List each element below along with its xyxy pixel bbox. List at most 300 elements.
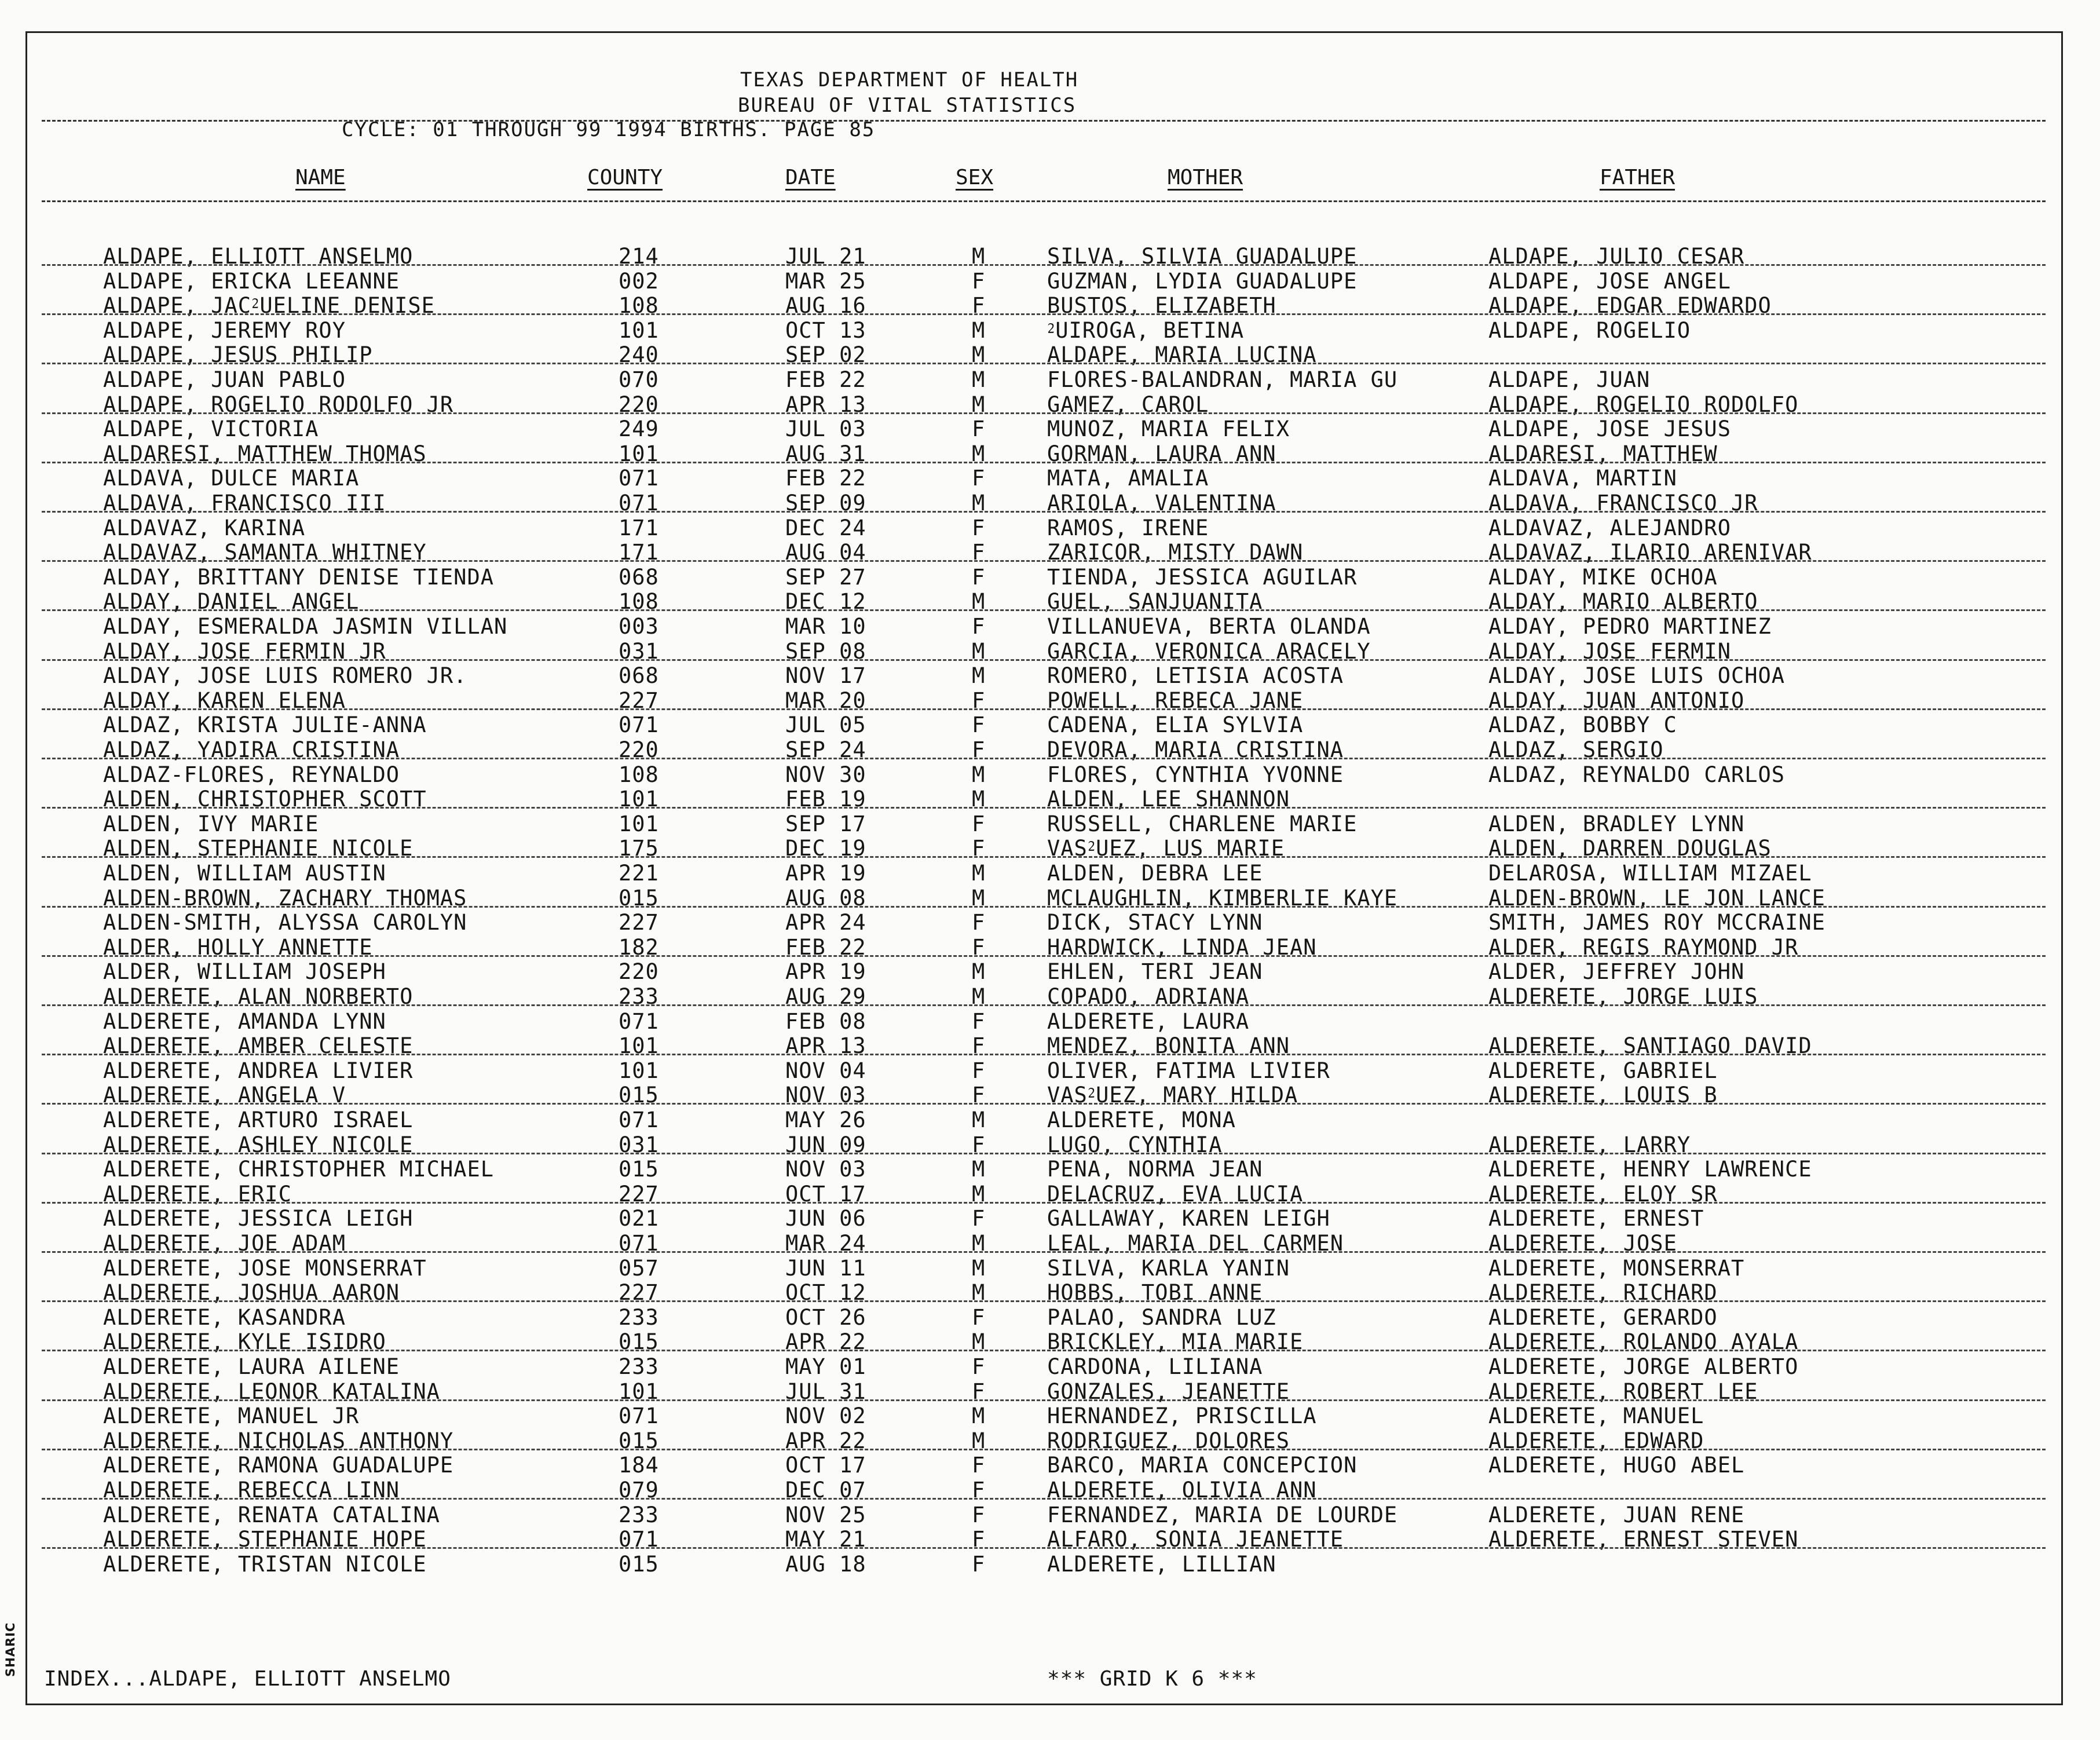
cell-mother: ALDERETE, OLIVIA ANN — [1047, 1478, 1317, 1503]
cell-mother: GUZMAN, LYDIA GUADALUPE — [1047, 268, 1358, 294]
cell-name: ALDAZ-FLORES, REYNALDO — [103, 762, 400, 787]
cell-mother: CARDONA, LILIANA — [1047, 1354, 1263, 1379]
cell-date: MAR 24 — [785, 1231, 866, 1256]
table-row — [0, 1108, 2062, 1132]
cell-date: OCT 26 — [785, 1304, 866, 1330]
cell-county: 101 — [619, 1033, 659, 1059]
cell-father: ALDERETE, JUAN RENE — [1488, 1502, 1745, 1527]
cell-mother: ALDEN, DEBRA LEE — [1047, 861, 1263, 886]
cell-date: JUL 31 — [785, 1379, 866, 1404]
row-separator — [42, 1153, 2046, 1154]
cell-date: FEB 22 — [785, 934, 866, 960]
cell-county: 101 — [619, 1058, 659, 1083]
cell-father: ALDERETE, SANTIAGO DAVID — [1488, 1033, 1812, 1059]
cell-date: DEC 24 — [785, 515, 866, 540]
cell-county: 015 — [619, 1551, 659, 1577]
cell-father: ALDER, REGIS RAYMOND JR — [1488, 934, 1799, 960]
cell-name: ALDEN, CHRISTOPHER SCOTT — [103, 787, 427, 812]
row-separator — [42, 363, 2046, 364]
cell-county: 071 — [619, 1231, 659, 1256]
cell-sex: F — [972, 1033, 986, 1059]
cell-date: JUL 05 — [785, 712, 866, 738]
cell-name: ALDAY, JOSE LUIS ROMERO JR. — [103, 663, 467, 689]
cell-sex: F — [972, 1132, 986, 1157]
cell-sex: M — [972, 1428, 986, 1453]
cell-father: ALDAPE, JOSE JESUS — [1488, 416, 1731, 442]
cell-county: 108 — [619, 762, 659, 787]
cell-county: 070 — [619, 367, 659, 392]
table-row — [0, 516, 2062, 540]
cell-county: 068 — [619, 564, 659, 590]
cell-date: APR 22 — [785, 1329, 866, 1355]
table-row — [0, 1133, 2062, 1157]
cell-date: MAY 26 — [785, 1107, 866, 1132]
cell-county: 220 — [619, 392, 659, 417]
cell-mother: PALAO, SANDRA LUZ — [1047, 1304, 1276, 1330]
cell-father: ALDAZ, REYNALDO CARLOS — [1488, 762, 1786, 787]
cell-date: NOV 02 — [785, 1403, 866, 1429]
cell-name: ALDERETE, JOE ADAM — [103, 1231, 346, 1256]
header-agency: TEXAS DEPARTMENT OF HEALTH — [740, 68, 1079, 92]
table-row — [0, 491, 2062, 516]
cell-father: ALDERETE, MANUEL — [1488, 1403, 1704, 1429]
cell-sex: M — [972, 392, 986, 417]
cell-name: ALDAY, DANIEL ANGEL — [103, 589, 360, 615]
cell-sex: M — [972, 589, 986, 615]
cell-county: 108 — [619, 293, 659, 319]
cell-sex: F — [972, 910, 986, 935]
cell-father: ALDERETE, JORGE LUIS — [1488, 984, 1758, 1009]
cell-sex: M — [972, 762, 986, 787]
cell-name: ALDAZ, YADIRA CRISTINA — [103, 737, 400, 762]
cell-name: ALDAVAZ, KARINA — [103, 515, 306, 540]
row-separator — [42, 462, 2046, 463]
cell-mother: HARDWICK, LINDA JEAN — [1047, 934, 1317, 960]
row-separator — [42, 1300, 2046, 1302]
cell-date: SEP 17 — [785, 811, 866, 836]
table-row — [0, 466, 2062, 491]
cell-sex: F — [972, 1379, 986, 1404]
cell-sex: M — [972, 1157, 986, 1182]
column-header-father: FATHER — [1600, 166, 1675, 189]
cell-father: ALDERETE, MONSERRAT — [1488, 1255, 1745, 1281]
cell-sex: F — [972, 515, 986, 540]
row-separator — [42, 1054, 2046, 1055]
cell-mother: ALDERETE, MONA — [1047, 1107, 1236, 1132]
cell-sex: F — [972, 1527, 986, 1552]
row-separator — [42, 708, 2046, 710]
cell-county: 227 — [619, 688, 659, 713]
cell-date: NOV 30 — [785, 762, 866, 787]
header-cycle: CYCLE: 01 THROUGH 99 1994 BIRTHS. PAGE 85 — [342, 118, 876, 141]
cell-name: ALDERETE, ANDREA LIVIER — [103, 1058, 414, 1083]
cell-father: ALDEN, DARREN DOUGLAS — [1488, 836, 1772, 861]
cell-date: OCT 17 — [785, 1453, 866, 1478]
cell-county: 071 — [619, 712, 659, 738]
cell-county: 233 — [619, 1502, 659, 1527]
cell-county: 101 — [619, 1379, 659, 1404]
cell-sex: M — [972, 638, 986, 664]
cell-county: 071 — [619, 1527, 659, 1552]
cell-county: 057 — [619, 1255, 659, 1281]
cell-mother: GONZALES, JEANETTE — [1047, 1379, 1290, 1404]
cell-name: ALDERETE, JESSICA LEIGH — [103, 1206, 414, 1231]
cell-sex: F — [972, 564, 986, 590]
cell-date: OCT 17 — [785, 1181, 866, 1207]
table-row — [0, 689, 2062, 713]
cell-father: ALDERETE, LOUIS B — [1488, 1083, 1718, 1108]
row-separator — [42, 609, 2046, 611]
cell-name: ALDERETE, RENATA CATALINA — [103, 1502, 440, 1527]
cell-mother: ROMERO, LETISIA ACOSTA — [1047, 663, 1344, 689]
table-row — [0, 861, 2062, 886]
cell-date: NOV 25 — [785, 1502, 866, 1527]
cell-county: 071 — [619, 491, 659, 516]
cell-mother: LEAL, MARIA DEL CARMEN — [1047, 1231, 1344, 1256]
cell-date: JUL 21 — [785, 244, 866, 269]
cell-name: ALDAVA, FRANCISCO III — [103, 491, 386, 516]
cell-father: ALDERETE, ROLANDO AYALA — [1488, 1329, 1799, 1355]
cell-county: 182 — [619, 934, 659, 960]
cell-name: ALDAY, JOSE FERMIN JR — [103, 638, 386, 664]
cell-county: 031 — [619, 1132, 659, 1157]
cell-mother: ARIOLA, VALENTINA — [1047, 491, 1276, 516]
row-separator — [42, 1004, 2046, 1006]
table-row — [0, 1157, 2062, 1182]
cell-date: FEB 22 — [785, 367, 866, 392]
cell-mother: ALDAPE, MARIA LUCINA — [1047, 342, 1317, 368]
table-row — [0, 935, 2062, 960]
cell-sex: M — [972, 317, 986, 343]
table-row — [0, 911, 2062, 935]
row-separator — [42, 1399, 2046, 1401]
cell-county: 101 — [619, 317, 659, 343]
table-row — [0, 1010, 2062, 1034]
table-row — [0, 319, 2062, 343]
cell-name: ALDERETE, JOSE MONSERRAT — [103, 1255, 427, 1281]
row-separator — [42, 1449, 2046, 1450]
cell-date: FEB 22 — [785, 466, 866, 491]
row-separator — [42, 412, 2046, 414]
cell-county: 101 — [619, 787, 659, 812]
table-row — [0, 639, 2062, 664]
cell-sex: F — [972, 1354, 986, 1379]
cell-date: MAR 25 — [785, 268, 866, 294]
cell-name: ALDER, WILLIAM JOSEPH — [103, 959, 386, 985]
cell-sex: F — [972, 737, 986, 762]
footer-index: INDEX...ALDAPE, ELLIOTT ANSELMO — [44, 1667, 451, 1691]
cell-mother: ⁲UIROGA, BETINA — [1047, 317, 1245, 343]
cell-sex: M — [972, 1181, 986, 1207]
row-separator — [42, 264, 2046, 266]
table-row — [0, 590, 2062, 614]
cell-father: ALDAVA, MARTIN — [1488, 466, 1677, 491]
column-header-mother: MOTHER — [1168, 166, 1243, 189]
cell-father: ALDERETE, ELOY SR — [1488, 1181, 1718, 1207]
cell-county: 015 — [619, 1329, 659, 1355]
table-row — [0, 343, 2062, 367]
cell-date: MAR 10 — [785, 614, 866, 639]
cell-sex: F — [972, 811, 986, 836]
table-row — [0, 1256, 2062, 1281]
cell-date: JUN 11 — [785, 1255, 866, 1281]
cell-mother: GAMEZ, CAROL — [1047, 392, 1209, 417]
cell-father: ALDAVAZ, ILARIO ARENIVAR — [1488, 540, 1812, 565]
table-row — [0, 1429, 2062, 1453]
table-row — [0, 985, 2062, 1009]
cell-sex: M — [972, 1107, 986, 1132]
cell-county: 101 — [619, 441, 659, 466]
cell-county: 071 — [619, 1008, 659, 1034]
cell-sex: F — [972, 934, 986, 960]
cell-name: ALDAPE, ELLIOTT ANSELMO — [103, 244, 414, 269]
cell-father: ALDERETE, ROBERT LEE — [1488, 1379, 1758, 1404]
cell-mother: VAS⁲UEZ, LUS MARIE — [1047, 836, 1285, 861]
cell-date: AUG 31 — [785, 441, 866, 466]
cell-mother: MUNOZ, MARIA FELIX — [1047, 416, 1290, 442]
cell-sex: F — [972, 688, 986, 713]
cell-sex: F — [972, 1206, 986, 1231]
cell-county: 003 — [619, 614, 659, 639]
cell-date: AUG 08 — [785, 885, 866, 911]
cell-name: ALDAZ, KRISTA JULIE-ANNA — [103, 712, 427, 738]
cell-mother: ALDERETE, LILLIAN — [1047, 1551, 1276, 1577]
cell-county: 233 — [619, 984, 659, 1009]
cell-sex: F — [972, 268, 986, 294]
cell-mother: COPADO, ADRIANA — [1047, 984, 1250, 1009]
cell-mother: BUSTOS, ELIZABETH — [1047, 293, 1276, 319]
cell-name: ALDERETE, MANUEL JR — [103, 1403, 360, 1429]
cell-name: ALDERETE, ANGELA V — [103, 1083, 346, 1108]
cell-mother: DICK, STACY LYNN — [1047, 910, 1263, 935]
cell-mother: BRICKLEY, MIA MARIE — [1047, 1329, 1304, 1355]
cell-sex: F — [972, 466, 986, 491]
table-row — [0, 368, 2062, 392]
cell-mother: FERNANDEZ, MARIA DE LOURDE — [1047, 1502, 1398, 1527]
cell-date: JUN 09 — [785, 1132, 866, 1157]
cell-father: ALDAY, PEDRO MARTINEZ — [1488, 614, 1772, 639]
cell-name: ALDERETE, STEPHANIE HOPE — [103, 1527, 427, 1552]
cell-father: ALDAY, JUAN ANTONIO — [1488, 688, 1745, 713]
cell-county: 220 — [619, 959, 659, 985]
cell-county: 184 — [619, 1453, 659, 1478]
cell-father: ALDAZ, SERGIO — [1488, 737, 1664, 762]
row-separator — [42, 758, 2046, 759]
cell-name: ALDERETE, AMANDA LYNN — [103, 1008, 386, 1034]
cell-date: SEP 27 — [785, 564, 866, 590]
cell-date: APR 13 — [785, 1033, 866, 1059]
table-row — [0, 1083, 2062, 1107]
cell-father: ALDAY, JOSE LUIS OCHOA — [1488, 663, 1786, 689]
cell-sex: M — [972, 342, 986, 368]
cell-date: DEC 12 — [785, 589, 866, 615]
table-row — [0, 1404, 2062, 1428]
cell-father: ALDAVAZ, ALEJANDRO — [1488, 515, 1731, 540]
cell-name: ALDARESI, MATTHEW THOMAS — [103, 441, 427, 466]
cell-father: ALDAY, MARIO ALBERTO — [1488, 589, 1758, 615]
row-separator — [42, 1103, 2046, 1105]
cell-father: ALDEN, BRADLEY LYNN — [1488, 811, 1745, 836]
cell-sex: F — [972, 836, 986, 861]
cell-date: AUG 18 — [785, 1551, 866, 1577]
table-row — [0, 787, 2062, 811]
cell-sex: F — [972, 712, 986, 738]
cell-sex: F — [972, 416, 986, 442]
cell-date: APR 19 — [785, 861, 866, 886]
cell-name: ALDERETE, REBECCA LINN — [103, 1478, 400, 1503]
table-row — [0, 244, 2062, 269]
table-row — [0, 812, 2062, 836]
cell-name: ALDER, HOLLY ANNETTE — [103, 934, 373, 960]
table-row — [0, 1380, 2062, 1404]
cell-date: MAY 01 — [785, 1354, 866, 1379]
cell-name: ALDAY, KAREN ELENA — [103, 688, 346, 713]
row-separator — [42, 313, 2046, 315]
cell-name: ALDERETE, KYLE ISIDRO — [103, 1329, 386, 1355]
cell-name: ALDERETE, ERIC — [103, 1181, 292, 1207]
cell-date: FEB 08 — [785, 1008, 866, 1034]
cell-sex: M — [972, 861, 986, 886]
cell-mother: SILVA, SILVIA GUADALUPE — [1047, 244, 1358, 269]
cell-mother: HERNANDEZ, PRISCILLA — [1047, 1403, 1317, 1429]
cell-date: SEP 08 — [785, 638, 866, 664]
cell-name: ALDERETE, LAURA AILENE — [103, 1354, 400, 1379]
cell-father: ALDERETE, ERNEST STEVEN — [1488, 1527, 1799, 1552]
cell-date: SEP 02 — [785, 342, 866, 368]
cell-name: ALDEN, STEPHANIE NICOLE — [103, 836, 414, 861]
table-row — [0, 1453, 2062, 1478]
column-header-date: DATE — [785, 166, 836, 189]
cell-sex: M — [972, 984, 986, 1009]
row-separator — [42, 955, 2046, 957]
table-row — [0, 1478, 2062, 1503]
cell-date: DEC 19 — [785, 836, 866, 861]
table-row — [0, 886, 2062, 911]
cell-mother: GUEL, SANJUANITA — [1047, 589, 1263, 615]
table-row — [0, 1552, 2062, 1577]
cell-county: 015 — [619, 1083, 659, 1108]
cell-county: 233 — [619, 1354, 659, 1379]
cell-mother: VAS⁲UEZ, MARY HILDA — [1047, 1083, 1298, 1108]
cell-name: ALDERETE, CHRISTOPHER MICHAEL — [103, 1157, 495, 1182]
cell-sex: M — [972, 491, 986, 516]
cell-sex: M — [972, 441, 986, 466]
row-separator — [42, 906, 2046, 908]
table-row — [0, 1059, 2062, 1083]
cell-sex: M — [972, 663, 986, 689]
cell-county: 021 — [619, 1206, 659, 1231]
cell-date: FEB 19 — [785, 787, 866, 812]
cell-date: APR 22 — [785, 1428, 866, 1453]
footer-grid: *** GRID K 6 *** — [1047, 1667, 1257, 1691]
cell-mother: RUSSELL, CHARLENE MARIE — [1047, 811, 1358, 836]
cell-mother: DELACRUZ, EVA LUCIA — [1047, 1181, 1304, 1207]
cell-sex: M — [972, 244, 986, 269]
cell-name: ALDEN, IVY MARIE — [103, 811, 319, 836]
cell-county: 175 — [619, 836, 659, 861]
cell-county: 079 — [619, 1478, 659, 1503]
cell-father: ALDERETE, GABRIEL — [1488, 1058, 1718, 1083]
cell-mother: SILVA, KARLA YANIN — [1047, 1255, 1290, 1281]
row-separator — [42, 856, 2046, 858]
cell-sex: M — [972, 1403, 986, 1429]
cell-mother: ALDEN, LEE SHANNON — [1047, 787, 1290, 812]
column-header-name: NAME — [295, 166, 346, 189]
cell-county: 031 — [619, 638, 659, 664]
table-row — [0, 1306, 2062, 1330]
cell-father: ALDARESI, MATTHEW — [1488, 441, 1718, 466]
cell-date: AUG 29 — [785, 984, 866, 1009]
cell-date: OCT 13 — [785, 317, 866, 343]
cell-mother: GORMAN, LAURA ANN — [1047, 441, 1276, 466]
table-row — [0, 1034, 2062, 1058]
cell-name: ALDERETE, JOSHUA AARON — [103, 1280, 400, 1306]
cell-mother: RAMOS, IRENE — [1047, 515, 1209, 540]
cell-father: ALDAPE, JULIO CESAR — [1488, 244, 1745, 269]
cell-father: ALDAVA, FRANCISCO JR — [1488, 491, 1758, 516]
cell-name: ALDAPE, ERICKA LEEANNE — [103, 268, 400, 294]
cell-county: 015 — [619, 1428, 659, 1453]
cell-father: ALDAPE, ROGELIO — [1488, 317, 1691, 343]
cell-name: ALDERETE, AMBER CELESTE — [103, 1033, 414, 1059]
cell-date: DEC 07 — [785, 1478, 866, 1503]
table-row — [0, 763, 2062, 787]
cell-father: DELAROSA, WILLIAM MIZAEL — [1488, 861, 1812, 886]
column-header-county: COUNTY — [587, 166, 663, 189]
cell-county: 214 — [619, 244, 659, 269]
row-separator — [42, 511, 2046, 513]
table-row — [0, 1527, 2062, 1552]
cell-father: ALDERETE, HUGO ABEL — [1488, 1453, 1745, 1478]
cell-father: ALDERETE, RICHARD — [1488, 1280, 1718, 1306]
cell-name: ALDERETE, KASANDRA — [103, 1304, 346, 1330]
cell-father: ALDAPE, ROGELIO RODOLFO — [1488, 392, 1799, 417]
cell-mother: GALLAWAY, KAREN LEIGH — [1047, 1206, 1330, 1231]
cell-name: ALDAY, BRITTANY DENISE TIENDA — [103, 564, 495, 590]
cell-father: ALDERETE, GERARDO — [1488, 1304, 1718, 1330]
cell-county: 002 — [619, 268, 659, 294]
side-label: SHARIC — [3, 1622, 17, 1677]
column-header-rule — [42, 200, 2046, 202]
cell-sex: F — [972, 1083, 986, 1108]
cell-date: APR 24 — [785, 910, 866, 935]
cell-date: NOV 17 — [785, 663, 866, 689]
row-separator — [42, 659, 2046, 661]
cell-name: ALDERETE, LEONOR KATALINA — [103, 1379, 440, 1404]
cell-name: ALDERETE, ASHLEY NICOLE — [103, 1132, 414, 1157]
cell-sex: M — [972, 1280, 986, 1306]
cell-name: ALDAY, ESMERALDA JASMIN VILLAN — [103, 614, 508, 639]
cell-date: NOV 04 — [785, 1058, 866, 1083]
cell-name: ALDAPE, JAC⁲UELINE DENISE — [103, 293, 435, 319]
cell-mother: EHLEN, TERI JEAN — [1047, 959, 1263, 985]
cell-name: ALDAPE, JUAN PABLO — [103, 367, 346, 392]
table-row — [0, 540, 2062, 565]
header-rule — [42, 120, 2046, 122]
cell-county: 015 — [619, 885, 659, 911]
table-row — [0, 294, 2062, 318]
table-row — [0, 664, 2062, 688]
cell-date: OCT 12 — [785, 1280, 866, 1306]
cell-father: ALDAY, MIKE OCHOA — [1488, 564, 1718, 590]
cell-county: 015 — [619, 1157, 659, 1182]
cell-mother: MCLAUGHLIN, KIMBERLIE KAYE — [1047, 885, 1398, 911]
cell-sex: F — [972, 1502, 986, 1527]
cell-mother: RODRIGUEZ, DOLORES — [1047, 1428, 1290, 1453]
cell-county: 068 — [619, 663, 659, 689]
cell-name: ALDAPE, JEREMY ROY — [103, 317, 346, 343]
table-row — [0, 1503, 2062, 1527]
